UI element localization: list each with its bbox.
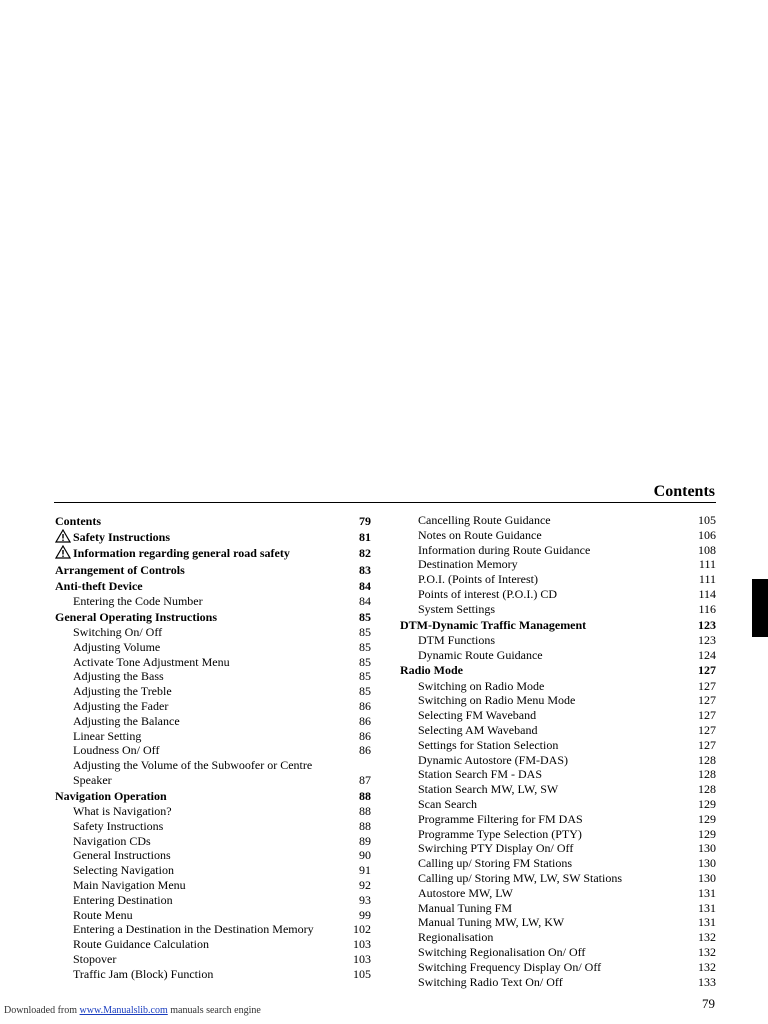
toc-entry-title: Loudness On/ Off bbox=[73, 743, 160, 758]
toc-entry-title: Calling up/ Storing FM Stations bbox=[418, 856, 573, 871]
toc-entry-title: Manual Tuning MW, LW, KW bbox=[418, 915, 565, 930]
toc-entry-title: Contents bbox=[55, 514, 102, 528]
toc-subsection-entry[interactable] bbox=[400, 871, 716, 886]
toc-entry-page: 79 bbox=[359, 514, 371, 528]
toc-subsection-entry[interactable] bbox=[400, 708, 716, 723]
toc-entry-page: 108 bbox=[698, 542, 716, 557]
toc-subsection-entry[interactable] bbox=[400, 648, 716, 663]
toc-subsection-entry[interactable] bbox=[400, 797, 716, 812]
toc-entry-title: Anti-theft Device bbox=[55, 578, 143, 593]
toc-entry-page: 130 bbox=[698, 870, 716, 885]
toc-subsection-entry[interactable] bbox=[400, 543, 716, 558]
toc-entry-title: Entering Destination bbox=[73, 892, 173, 907]
toc-entry-title: Regionalisation bbox=[418, 930, 494, 945]
toc-entry-title: Arrangement of Controls bbox=[55, 562, 185, 577]
toc-entry-page: 128 bbox=[698, 752, 716, 767]
toc-subsection-entry[interactable] bbox=[400, 753, 716, 768]
toc-entry-page: 111 bbox=[698, 557, 716, 572]
toc-subsection-entry[interactable] bbox=[55, 625, 371, 640]
toc-entry-title: Entering the Code Number bbox=[73, 594, 203, 609]
toc-entry-title: Destination Memory bbox=[418, 557, 518, 572]
toc-entry-page: 86 bbox=[359, 743, 371, 758]
toc-subsection-entry[interactable] bbox=[400, 557, 716, 572]
toc-entry-page: 85 bbox=[359, 625, 371, 640]
toc-subsection-entry[interactable] bbox=[400, 827, 716, 842]
toc-entry-page: 89 bbox=[359, 833, 371, 848]
toc-entry-title: Linear Setting bbox=[73, 728, 142, 743]
toc-entry-page: 129 bbox=[698, 796, 716, 811]
toc-entry-page: 129 bbox=[698, 826, 716, 841]
toc-entry-page: 85 bbox=[359, 669, 371, 684]
toc-entry-title: Radio Mode bbox=[400, 663, 463, 678]
toc-subsection-entry[interactable] bbox=[55, 937, 371, 952]
toc-entry-title: Calling up/ Storing MW, LW, SW Stations bbox=[418, 870, 623, 885]
toc-entry-title: Information regarding general road safety bbox=[73, 546, 290, 561]
toc-entry-page: 83 bbox=[359, 562, 371, 577]
toc-section-entry[interactable] bbox=[55, 788, 371, 804]
toc-entry-title: Entering a Destination in the Destination Memory bbox=[73, 922, 314, 937]
toc-entry-title: Points of interest (P.O.I.) CD bbox=[418, 586, 557, 601]
toc-entry-page: 127 bbox=[698, 708, 716, 723]
toc-subsection-entry[interactable] bbox=[400, 723, 716, 738]
toc-entry-title: Programme Type Selection (PTY) bbox=[418, 826, 582, 841]
toc-entry-page: 103 bbox=[353, 937, 371, 952]
toc-entry-title: What is Navigation? bbox=[73, 803, 172, 818]
toc-entry-title: Navigation CDs bbox=[73, 833, 151, 848]
toc-entry-title: Adjusting the Fader bbox=[73, 699, 169, 713]
toc-entry-page: 85 bbox=[359, 654, 371, 669]
toc-subsection-entry[interactable] bbox=[55, 893, 371, 908]
toc-entry-title: Adjusting the Balance bbox=[73, 713, 180, 728]
toc-entry-page: 81 bbox=[359, 530, 371, 545]
toc-entry-page: 132 bbox=[698, 959, 716, 974]
toc-subsection-entry[interactable] bbox=[55, 640, 371, 655]
toc-left-column bbox=[55, 513, 371, 982]
toc-entry-page: 123 bbox=[698, 632, 716, 647]
toc-entry-title: Activate Tone Adjustment Menu bbox=[73, 654, 230, 669]
toc-entry-title: Dynamic Autostore (FM-DAS) bbox=[418, 752, 568, 767]
footer bbox=[4, 1005, 261, 1016]
toc-entry-page: 132 bbox=[698, 944, 716, 959]
toc-subsection-entry[interactable] bbox=[400, 812, 716, 827]
toc-subsection-entry[interactable] bbox=[400, 886, 716, 901]
toc-entry-title: Selecting FM Waveband bbox=[418, 708, 537, 723]
toc-entry-page: 114 bbox=[698, 586, 716, 601]
toc-section-entry[interactable] bbox=[55, 578, 371, 594]
toc-entry-title: DTM-Dynamic Traffic Management bbox=[400, 617, 587, 632]
toc-subsection-entry[interactable] bbox=[55, 594, 371, 609]
toc-entry-title: Information during Route Guidance bbox=[418, 542, 591, 557]
toc-entry-page: 128 bbox=[698, 782, 716, 797]
toc-entry-page: 127 bbox=[698, 693, 716, 708]
toc-subsection-entry[interactable] bbox=[400, 767, 716, 782]
toc-entry-title: Switching on Radio Menu Mode bbox=[418, 693, 576, 708]
toc-subsection-entry[interactable] bbox=[55, 908, 371, 923]
toc-subsection-entry[interactable] bbox=[55, 743, 371, 758]
header-divider bbox=[54, 502, 716, 503]
toc-subsection-entry[interactable] bbox=[400, 960, 716, 975]
toc-entry-title: General Operating Instructions bbox=[55, 609, 217, 624]
toc-entry-title: Notes on Route Guidance bbox=[418, 527, 542, 542]
footer-link[interactable]: www.Manualslib.com bbox=[79, 1005, 168, 1016]
toc-entry-page: 85 bbox=[359, 684, 371, 699]
page-number: 79 bbox=[702, 996, 715, 1011]
toc-subsection-entry[interactable] bbox=[400, 738, 716, 753]
toc-entry-title: Adjusting Volume bbox=[73, 639, 161, 654]
toc-subsection-entry[interactable] bbox=[400, 528, 716, 543]
toc-entry-page: 116 bbox=[698, 601, 716, 616]
page-title: Contents bbox=[653, 483, 715, 500]
footer-suffix: manuals search engine bbox=[170, 1005, 261, 1016]
toc-entry-title: Traffic Jam (Block) Function bbox=[73, 966, 214, 981]
toc-subsection-entry[interactable] bbox=[55, 669, 371, 684]
toc-entry-title: Autostore MW, LW bbox=[418, 885, 513, 900]
toc-entry-title: Switching Regionalisation On/ Off bbox=[418, 944, 586, 959]
toc-subsection-entry[interactable] bbox=[400, 693, 716, 708]
toc-entry-page: 99 bbox=[359, 907, 371, 922]
toc-section-entry[interactable] bbox=[55, 513, 371, 529]
toc-entry-page: 93 bbox=[359, 892, 371, 907]
toc-entry-title: Cancelling Route Guidance bbox=[418, 513, 551, 527]
toc-entry-title: Navigation Operation bbox=[55, 788, 167, 803]
toc-entry-page: 130 bbox=[698, 841, 716, 856]
toc-subsection-entry[interactable] bbox=[400, 782, 716, 797]
toc-entry-title: DTM Functions bbox=[418, 632, 496, 647]
toc-entry-title: Main Navigation Menu bbox=[73, 877, 186, 892]
toc-entry-page: 128 bbox=[698, 767, 716, 782]
toc-subsection-entry[interactable] bbox=[400, 587, 716, 602]
toc-entry-title: Station Search FM - DAS bbox=[418, 767, 542, 782]
toc-entry-page: 102 bbox=[353, 922, 371, 937]
toc-section-entry[interactable] bbox=[55, 609, 371, 625]
footer-prefix: Downloaded from bbox=[4, 1005, 78, 1016]
toc-entry-title: Route Menu bbox=[73, 907, 133, 922]
toc-entry-title: P.O.I. (Points of Interest) bbox=[418, 572, 538, 587]
toc-subsection-entry[interactable] bbox=[55, 655, 371, 670]
toc-entry-title: Switching On/ Off bbox=[73, 625, 163, 640]
toc-entry-page: 84 bbox=[359, 578, 371, 593]
toc-entry-page: 129 bbox=[698, 811, 716, 826]
toc-section-entry[interactable] bbox=[400, 617, 716, 633]
toc-entry-title: Swirching PTY Display On/ Off bbox=[418, 841, 574, 856]
warning-icon bbox=[55, 529, 71, 543]
toc-subsection-entry[interactable] bbox=[55, 848, 371, 863]
toc-entry-page: 88 bbox=[359, 818, 371, 833]
toc-section-entry[interactable] bbox=[400, 662, 716, 678]
toc-entry-page: 91 bbox=[359, 863, 371, 878]
toc-entry-page: 85 bbox=[359, 639, 371, 654]
section-tab-marker bbox=[752, 579, 768, 637]
toc-entry-page: 86 bbox=[359, 713, 371, 728]
toc-entry-title: Station Search MW, LW, SW bbox=[418, 782, 559, 797]
toc-entry-page: 106 bbox=[698, 527, 716, 542]
toc-entry-page: 127 bbox=[698, 722, 716, 737]
toc-entry-page: 111 bbox=[698, 572, 716, 587]
toc-entry-title: Selecting Navigation bbox=[73, 863, 174, 878]
toc-entry-page: 92 bbox=[359, 877, 371, 892]
toc-subsection-entry[interactable] bbox=[55, 714, 371, 729]
toc-entry-page: 131 bbox=[698, 885, 716, 900]
toc-subsection-entry[interactable] bbox=[400, 901, 716, 916]
toc-entry-title: Safety Instructions bbox=[73, 818, 164, 833]
toc-entry-page: 130 bbox=[698, 856, 716, 871]
toc-entry-title: Adjusting the Bass bbox=[73, 669, 164, 684]
toc-entry-page: 127 bbox=[698, 737, 716, 752]
toc-entry-title: General Instructions bbox=[73, 848, 171, 863]
toc-entry-title: Settings for Station Selection bbox=[418, 737, 559, 752]
toc-subsection-entry[interactable] bbox=[400, 679, 716, 694]
toc-subsection-entry[interactable] bbox=[55, 952, 371, 967]
toc-entry-page: 105 bbox=[353, 966, 371, 981]
toc-entry-page: 105 bbox=[698, 513, 716, 527]
toc-right-column bbox=[400, 513, 716, 989]
toc-entry-title: Programme Filtering for FM DAS bbox=[418, 811, 583, 826]
toc-entry-title: Safety Instructions bbox=[73, 530, 171, 545]
toc-subsection-entry[interactable] bbox=[400, 633, 716, 648]
toc-entry-page: 131 bbox=[698, 900, 716, 915]
toc-entry-page: 133 bbox=[698, 974, 716, 989]
toc-entry-page: 124 bbox=[698, 647, 716, 662]
toc-entry-page: 103 bbox=[353, 951, 371, 966]
toc-entry-title: Adjusting the Volume of the Subwoofer or Centre Speaker bbox=[73, 758, 313, 787]
toc-entry-page: 87 bbox=[359, 772, 371, 787]
toc-subsection-entry[interactable] bbox=[55, 804, 371, 819]
toc-entry-page: 86 bbox=[359, 728, 371, 743]
toc-entry-title: Selecting AM Waveband bbox=[418, 722, 538, 737]
toc-subsection-entry[interactable] bbox=[55, 863, 371, 878]
toc-subsection-entry[interactable] bbox=[55, 922, 371, 937]
toc-entry-page: 132 bbox=[698, 930, 716, 945]
toc-subsection-entry[interactable] bbox=[55, 834, 371, 849]
toc-subsection-entry[interactable] bbox=[400, 513, 716, 528]
toc-subsection-entry[interactable] bbox=[55, 684, 371, 699]
toc-subsection-entry[interactable] bbox=[400, 572, 716, 587]
toc-entry-title: Manual Tuning FM bbox=[418, 900, 513, 915]
toc-entry-page: 123 bbox=[698, 617, 716, 632]
toc-subsection-entry[interactable] bbox=[55, 729, 371, 744]
toc-entry-title: Switching on Radio Mode bbox=[418, 678, 545, 693]
toc-entry-page: 88 bbox=[359, 803, 371, 818]
toc-entry-title: Switching Frequency Display On/ Off bbox=[418, 959, 602, 974]
warning-icon bbox=[55, 545, 71, 559]
toc-entry-title: Scan Search bbox=[418, 796, 477, 811]
toc-entry-page: 131 bbox=[698, 915, 716, 930]
toc-subsection-entry[interactable] bbox=[55, 758, 371, 788]
toc-subsection-entry[interactable] bbox=[400, 856, 716, 871]
toc-subsection-entry[interactable] bbox=[400, 975, 716, 990]
toc-subsection-entry[interactable] bbox=[400, 945, 716, 960]
toc-section-entry[interactable] bbox=[55, 562, 371, 578]
toc-entry-title: Dynamic Route Guidance bbox=[418, 647, 543, 662]
toc-section-entry[interactable] bbox=[55, 529, 371, 545]
toc-entry-title: System Settings bbox=[418, 601, 496, 616]
toc-entry-page: 86 bbox=[359, 699, 371, 713]
toc-subsection-entry[interactable] bbox=[55, 699, 371, 714]
toc-entry-page: 88 bbox=[359, 788, 371, 803]
toc-entry-title: Adjusting the Treble bbox=[73, 684, 172, 699]
toc-entry-page: 127 bbox=[698, 663, 716, 678]
toc-subsection-entry[interactable] bbox=[400, 915, 716, 930]
toc-entry-title: Stopover bbox=[73, 951, 117, 966]
toc-subsection-entry[interactable] bbox=[400, 841, 716, 856]
toc-entry-page: 82 bbox=[359, 546, 371, 561]
toc-entry-title: Switching Radio Text On/ Off bbox=[418, 974, 563, 989]
toc-entry-page: 85 bbox=[359, 609, 371, 624]
toc-subsection-entry[interactable] bbox=[400, 930, 716, 945]
toc-entry-page: 84 bbox=[359, 594, 371, 609]
toc-entry-title: Route Guidance Calculation bbox=[73, 937, 209, 952]
toc-subsection-entry[interactable] bbox=[55, 967, 371, 982]
toc-subsection-entry[interactable] bbox=[55, 819, 371, 834]
toc-subsection-entry[interactable] bbox=[400, 602, 716, 617]
toc-section-entry[interactable] bbox=[55, 545, 371, 561]
toc-entry-page: 90 bbox=[359, 848, 371, 863]
toc-subsection-entry[interactable] bbox=[55, 878, 371, 893]
toc-entry-page: 127 bbox=[698, 678, 716, 693]
